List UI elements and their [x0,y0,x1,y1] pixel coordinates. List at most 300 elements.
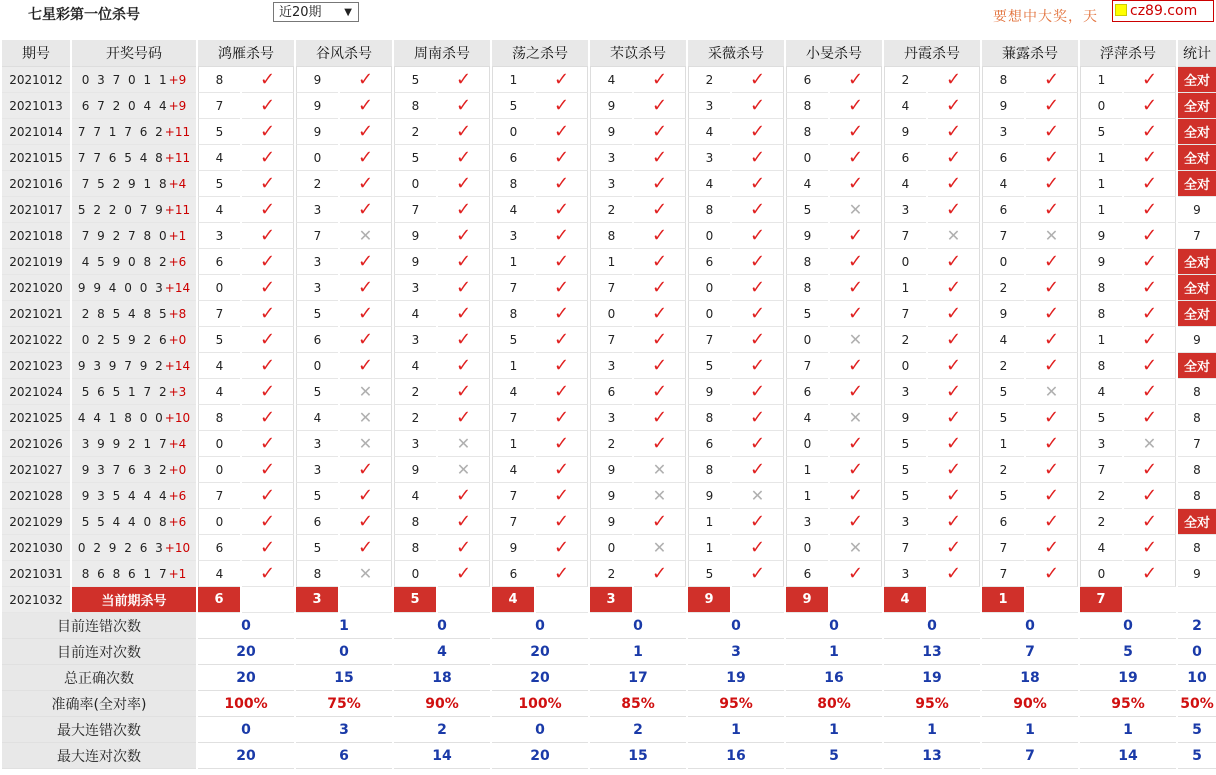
issue-cell: 2021013 [2,93,70,119]
table-row [2,223,1216,249]
kill-number-cell: 8 [394,509,436,535]
check-icon: ✓ [259,277,276,298]
check-icon: ✓ [847,173,864,194]
stat-cell: 7 [1178,431,1216,457]
summary-stat: 2 [1178,613,1216,639]
kill-number-cell: 1 [492,67,534,93]
result-cell [732,379,784,405]
check-icon: ✓ [1141,511,1158,532]
col-issue: 期号 [2,40,70,67]
result-cell [1026,67,1078,93]
summary-value: 20 [198,665,294,691]
kill-number-cell: 8 [296,561,338,587]
draw-extra: +6 [168,514,187,529]
kill-number-cell: 1 [884,275,926,301]
kill-number-cell: 7 [492,275,534,301]
result-cell [928,301,980,327]
ad-slogan[interactable]: 要想中大奖，天 [993,9,1098,25]
check-icon: ✓ [357,355,374,376]
kill-number-cell: 7 [590,327,632,353]
check-icon: ✓ [553,173,570,194]
draw-extra: +4 [168,436,187,451]
site-logo[interactable] [1112,0,1214,22]
kill-number-cell: 0 [296,145,338,171]
summary-value: 20 [492,743,588,769]
draw-numbers: 2 8 5 4 8 5 [81,306,169,321]
result-cell [438,171,490,197]
result-cell [830,197,882,223]
summary-value: 85% [590,691,686,717]
draw-extra: +3 [168,384,187,399]
table-row [2,483,1216,509]
kill-number-cell: 0 [198,457,240,483]
kill-number-cell: 1 [786,483,828,509]
kill-number-cell: 3 [296,197,338,223]
kill-number-cell: 3 [884,197,926,223]
result-cell [1124,509,1176,535]
current-empty-cell [438,587,490,613]
stat-cell: 9 [1178,561,1216,587]
kill-number-cell: 6 [296,327,338,353]
check-icon: ✓ [651,511,668,532]
result-cell [732,301,784,327]
check-icon: ✓ [749,511,766,532]
kill-number-cell: 5 [394,145,436,171]
kill-number-cell: 4 [198,197,240,223]
kill-number-cell: 4 [1080,379,1122,405]
result-cell [340,535,392,561]
summary-value: 7 [982,743,1078,769]
summary-label: 目前连错次数 [2,613,196,639]
issue-cell: 2021020 [2,275,70,301]
kill-number-cell: 9 [786,223,828,249]
kill-number-cell: 3 [296,431,338,457]
draw-extra: +11 [164,202,191,217]
draw-extra: +4 [168,176,187,191]
table-row [2,327,1216,353]
result-cell [536,197,588,223]
kill-number-cell: 2 [590,431,632,457]
check-icon: ✓ [847,95,864,116]
summary-value: 95% [1080,691,1176,717]
issue-cell: 2021022 [2,327,70,353]
draw-extra: +6 [168,488,187,503]
current-kill-number: 4 [884,587,926,613]
result-cell [732,353,784,379]
result-cell [242,67,294,93]
table-row [2,301,1216,327]
kill-number-cell: 4 [492,379,534,405]
check-icon: ✓ [1043,459,1060,480]
check-icon: ✓ [651,407,668,428]
summary-value: 0 [884,613,980,639]
check-icon: ✓ [357,173,374,194]
check-icon: ✓ [1141,95,1158,116]
check-icon: ✓ [357,251,374,272]
kill-number-cell: 4 [982,327,1024,353]
draw-numbers-cell [72,145,196,171]
draw-extra: +1 [168,228,187,243]
result-cell [242,457,294,483]
summary-value: 16 [688,743,784,769]
top-bar [0,0,1216,38]
current-stat-cell [1178,587,1216,613]
result-cell [340,405,392,431]
draw-extra: +0 [168,462,187,477]
check-icon: ✓ [847,251,864,272]
draw-numbers-cell [72,509,196,535]
kill-number-cell: 0 [786,535,828,561]
check-icon: ✓ [749,355,766,376]
result-cell [536,301,588,327]
kill-number-cell: 8 [688,197,730,223]
kill-number-cell: 0 [394,171,436,197]
summary-row [2,665,1216,691]
result-cell [438,405,490,431]
check-icon: ✓ [1141,537,1158,558]
check-icon: ✓ [553,511,570,532]
check-icon: ✓ [259,459,276,480]
draw-numbers: 5 5 4 4 0 8 [81,514,169,529]
kill-number-cell: 0 [1080,93,1122,119]
current-empty-cell [242,587,294,613]
check-icon: ✓ [651,433,668,454]
check-icon: ✓ [357,121,374,142]
draw-extra: +11 [164,124,191,139]
draw-numbers-cell [72,483,196,509]
summary-value: 19 [884,665,980,691]
kill-number-cell: 9 [982,93,1024,119]
result-cell [1124,223,1176,249]
result-cell [830,353,882,379]
result-cell [928,145,980,171]
summary-value: 14 [1080,743,1176,769]
kill-number-cell: 8 [786,119,828,145]
result-cell [634,561,686,587]
summary-label: 最大连对次数 [2,743,196,769]
kill-number-cell: 2 [394,405,436,431]
kill-number-cell: 0 [982,249,1024,275]
summary-value: 15 [590,743,686,769]
cross-icon: ✕ [1044,382,1059,401]
draw-numbers-cell [72,197,196,223]
kill-number-cell: 7 [1080,457,1122,483]
result-cell [732,145,784,171]
result-cell [732,93,784,119]
result-cell [242,431,294,457]
current-issue-cell: 2021032 [2,587,70,613]
check-icon: ✓ [847,459,864,480]
check-icon: ✓ [847,303,864,324]
check-icon: ✓ [259,381,276,402]
kill-number-cell: 8 [394,93,436,119]
result-cell [1124,249,1176,275]
check-icon: ✓ [1043,407,1060,428]
result-cell [242,119,294,145]
check-icon: ✓ [945,303,962,324]
cross-icon: ✕ [652,486,667,505]
summary-value: 18 [982,665,1078,691]
kill-number-cell: 6 [688,249,730,275]
result-cell [340,197,392,223]
kill-number-cell: 4 [394,483,436,509]
kill-number-cell: 1 [1080,145,1122,171]
kill-number-cell: 8 [688,405,730,431]
draw-numbers: 7 7 6 5 4 8 [77,150,165,165]
result-cell [1026,197,1078,223]
result-cell [340,327,392,353]
check-icon: ✓ [259,355,276,376]
summary-label: 最大连错次数 [2,717,196,743]
draw-numbers: 7 5 2 9 1 8 [81,176,169,191]
issue-cell: 2021031 [2,561,70,587]
kill-number-cell: 2 [982,353,1024,379]
kill-number-cell: 2 [590,197,632,223]
table-row [2,93,1216,119]
kill-number-cell: 4 [786,405,828,431]
draw-extra: +10 [164,540,191,555]
current-kill-number: 3 [590,587,632,613]
col-expert-0: 鸿雁杀号 [198,40,294,67]
check-icon: ✓ [455,251,472,272]
col-expert-8: 蒹露杀号 [982,40,1078,67]
result-cell [1026,223,1078,249]
check-icon: ✓ [749,563,766,584]
summary-row [2,691,1216,717]
result-cell [536,93,588,119]
kill-number-cell: 4 [884,171,926,197]
summary-value: 0 [982,613,1078,639]
kill-number-cell: 8 [492,171,534,197]
kill-number-cell: 7 [688,327,730,353]
table-row [2,535,1216,561]
result-cell [1026,275,1078,301]
check-icon: ✓ [651,173,668,194]
summary-value: 1 [884,717,980,743]
kill-number-cell: 4 [198,379,240,405]
check-icon: ✓ [749,69,766,90]
result-cell [340,171,392,197]
result-cell [1124,145,1176,171]
check-icon: ✓ [1043,69,1060,90]
check-icon: ✓ [553,147,570,168]
check-icon: ✓ [749,537,766,558]
kill-number-cell: 1 [688,535,730,561]
summary-value: 3 [688,639,784,665]
result-cell [438,431,490,457]
result-cell [340,67,392,93]
kill-number-cell: 9 [492,535,534,561]
summary-value: 100% [492,691,588,717]
result-cell [634,431,686,457]
check-icon: ✓ [553,485,570,506]
summary-value: 90% [982,691,1078,717]
kill-number-cell: 0 [590,535,632,561]
draw-numbers-cell [72,67,196,93]
result-cell [830,275,882,301]
kill-number-cell: 8 [688,457,730,483]
kill-number-cell: 3 [394,431,436,457]
kill-number-cell: 5 [296,379,338,405]
kill-number-cell: 2 [1080,483,1122,509]
check-icon: ✓ [847,485,864,506]
result-cell [830,67,882,93]
summary-value: 0 [198,717,294,743]
kill-number-cell: 3 [1080,431,1122,457]
draw-extra: +14 [164,358,191,373]
draw-numbers: 0 2 5 9 2 6 [81,332,169,347]
stat-cell: 7 [1178,223,1216,249]
check-icon: ✓ [259,225,276,246]
stat-cell: 全对 [1178,249,1216,275]
kill-number-cell: 2 [688,67,730,93]
stat-cell: 8 [1178,405,1216,431]
check-icon: ✓ [259,537,276,558]
check-icon: ✓ [455,407,472,428]
col-expert-2: 周南杀号 [394,40,490,67]
kill-number-cell: 2 [394,119,436,145]
kill-number-cell: 7 [884,535,926,561]
result-cell [536,483,588,509]
check-icon: ✓ [847,147,864,168]
check-icon: ✓ [357,459,374,480]
check-icon: ✓ [1043,147,1060,168]
cross-icon: ✕ [358,382,373,401]
check-icon: ✓ [259,199,276,220]
kill-number-cell: 5 [982,483,1024,509]
summary-value: 1 [786,639,882,665]
result-cell [634,145,686,171]
draw-numbers: 9 3 5 4 4 4 [81,488,169,503]
period-select[interactable] [273,2,359,22]
check-icon: ✓ [945,407,962,428]
result-cell [732,223,784,249]
summary-value: 2 [394,717,490,743]
current-kill-label: 当前期杀号 [72,587,196,613]
kill-number-cell: 4 [394,301,436,327]
kill-number-cell: 8 [394,535,436,561]
check-icon: ✓ [455,485,472,506]
kill-number-cell: 3 [884,509,926,535]
result-cell [830,535,882,561]
draw-numbers: 4 5 9 0 8 2 [81,254,169,269]
issue-cell: 2021029 [2,509,70,535]
check-icon: ✓ [455,563,472,584]
check-icon: ✓ [749,303,766,324]
table-row [2,67,1216,93]
kill-number-cell: 2 [982,457,1024,483]
result-cell [928,431,980,457]
kill-number-cell: 9 [296,67,338,93]
summary-value: 5 [1080,639,1176,665]
result-cell [830,483,882,509]
check-icon: ✓ [1043,303,1060,324]
result-cell [634,509,686,535]
kill-number-cell: 8 [1080,275,1122,301]
current-kill-number: 9 [786,587,828,613]
kill-number-cell: 4 [198,145,240,171]
result-cell [732,197,784,223]
draw-extra: +0 [168,332,187,347]
result-cell [928,483,980,509]
result-cell [634,301,686,327]
kill-number-cell: 4 [198,561,240,587]
draw-numbers-cell [72,171,196,197]
kill-number-cell: 5 [296,483,338,509]
result-cell [242,509,294,535]
check-icon: ✓ [749,459,766,480]
kill-number-cell: 5 [1080,405,1122,431]
draw-numbers: 0 3 7 0 1 1 [81,72,169,87]
kill-number-cell: 1 [1080,327,1122,353]
check-icon: ✓ [749,277,766,298]
check-icon: ✓ [945,329,962,350]
result-cell [1124,67,1176,93]
kill-number-cell: 7 [982,223,1024,249]
check-icon: ✓ [945,147,962,168]
summary-row [2,639,1216,665]
check-icon: ✓ [945,563,962,584]
kill-number-cell: 4 [688,171,730,197]
result-cell [242,275,294,301]
cross-icon: ✕ [652,460,667,479]
result-cell [340,275,392,301]
check-icon: ✓ [651,563,668,584]
result-cell [536,353,588,379]
header-row [2,40,1216,67]
summary-value: 20 [198,743,294,769]
current-empty-cell [634,587,686,613]
check-icon: ✓ [651,355,668,376]
kill-number-cell: 5 [786,197,828,223]
result-cell [732,249,784,275]
result-cell [830,249,882,275]
kill-number-cell: 6 [982,197,1024,223]
cross-icon: ✕ [848,538,863,557]
draw-extra: +9 [168,98,187,113]
result-cell [438,327,490,353]
check-icon: ✓ [455,95,472,116]
kill-number-cell: 1 [1080,197,1122,223]
kill-number-cell: 1 [492,353,534,379]
check-icon: ✓ [651,121,668,142]
cross-icon: ✕ [456,460,471,479]
result-cell [438,509,490,535]
kill-number-cell: 9 [394,249,436,275]
table-row [2,405,1216,431]
kill-number-cell: 3 [492,223,534,249]
check-icon: ✓ [847,563,864,584]
result-cell [928,67,980,93]
result-cell [242,405,294,431]
check-icon: ✓ [553,381,570,402]
check-icon: ✓ [455,173,472,194]
result-cell [340,509,392,535]
kill-number-cell: 6 [198,535,240,561]
kill-number-cell: 6 [198,249,240,275]
result-cell [1124,405,1176,431]
result-cell [732,509,784,535]
kill-number-cell: 7 [394,197,436,223]
kill-number-cell: 5 [688,353,730,379]
kill-number-cell: 1 [1080,67,1122,93]
check-icon: ✓ [749,121,766,142]
check-icon: ✓ [651,251,668,272]
summary-value: 1 [590,639,686,665]
draw-numbers: 7 9 2 7 8 0 [81,228,169,243]
kill-number-cell: 0 [786,431,828,457]
kill-number-cell: 4 [394,353,436,379]
